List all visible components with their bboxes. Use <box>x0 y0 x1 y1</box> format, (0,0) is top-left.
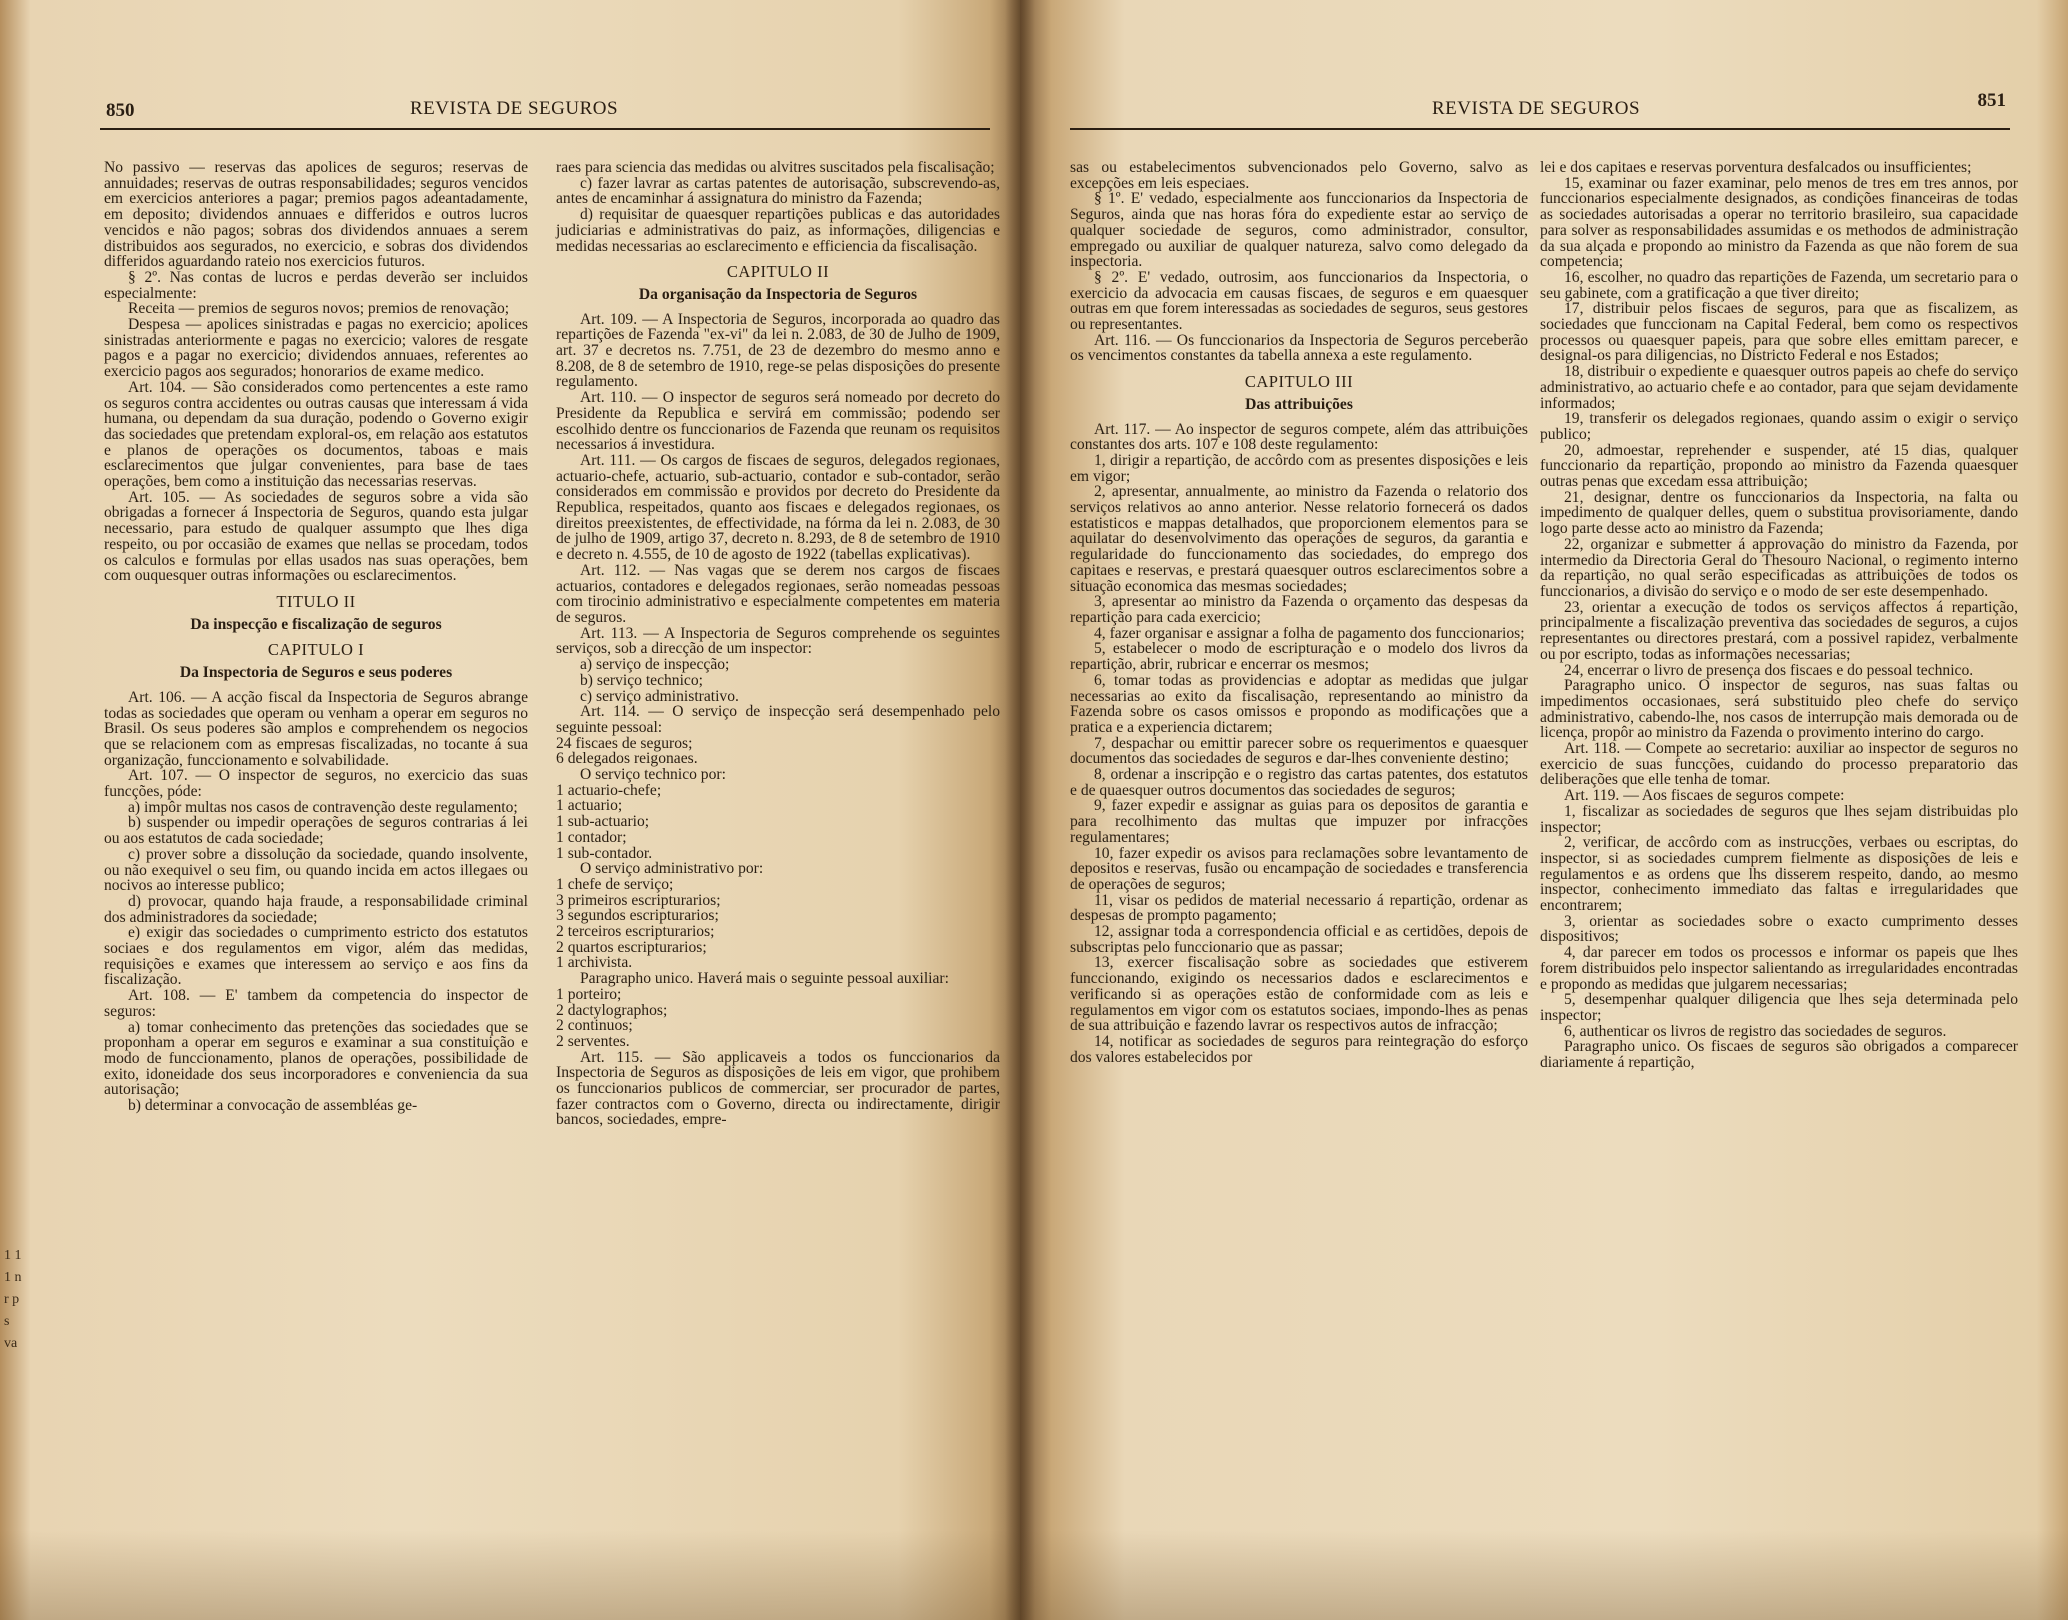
list-item: 1, fiscalizar as sociedades de seguros que lhes sejam distribuidas plo inspector; <box>1540 802 2018 836</box>
chapter-subheading: Da Inspectoria de Seguros e seus poderes <box>179 664 453 682</box>
paragraph: Paragrapho unico. O inspector de seguros, nas suas faltas ou impedimentos occasionaes, será substituido pleo chefe do serviço administrativo, cabendo-lhe, nos casos de interrupção mais demorada ou de licença, propôr ao ministro da Fazenda o provimento interino do cargo. <box>1540 677 2018 742</box>
paragraph: Art. 117. — Ao inspector de seguros compete, além das attribuições constantes dos arts. 107 e 108 deste regulamento: <box>1070 420 1528 454</box>
paragraph: Art. 105. — As sociedades de seguros sobre a vida são obrigadas a fornecer á Inspectoria de Seguros, quando esta julgar necessario, para estudo de qualquer assumpto que lhes diga respeito, ou por occasião de exames que nellas se procedam, todos os calculos e formulas por ellas usados nas suas operações, bem com ouquesquer outras informações ou esclarecimentos. <box>104 488 528 585</box>
list-item: 2, verificar, de accôrdo com as instrucções, verbaes ou escriptas, do inspector, si as sociedades cumprem fielmente as disposições de leis e regulamentos e as ordens que lhs disserem respeito, dando, ao mesmo inspector, conhecimento immediato das faltas e irregularidades que encontrarem; <box>1540 834 2018 915</box>
chapter-subheading: Da organisação da Inspectoria de Seguros <box>638 285 918 303</box>
paragraph: c) prover sobre a dissolução da sociedade, quando insolvente, ou não exequivel o seu fim, ou quando incida em actos illegaes ou nocivos ao interesse publico; <box>104 845 528 895</box>
paragraph: Paragrapho unico. Haverá mais o seguinte pessoal auxiliar: <box>580 970 949 988</box>
paragraph: c) fazer lavrar as cartas patentes de autorisação, subscrevendo-as, antes de encaminhar á assignatura do ministro da Fazenda; <box>556 174 1000 208</box>
paragraph: Paragrapho unico. Os fiscaes de seguros são obrigados a comparecer diariamente á repartição, <box>1540 1038 2018 1072</box>
right-page-column-1 <box>1070 160 1528 1065</box>
list-item: 18, distribuir o expediente e quaesquer outros papeis ao chefe do serviço administrativo, ao actuario chefe e ao contador, para que sejam devidamente informados; <box>1540 363 2018 412</box>
chapter-subheading: Das attribuições <box>1245 395 1353 413</box>
list-item: 2 continuos; <box>556 1017 633 1035</box>
paragraph: § 1º. E' vedado, especialmente aos funccionarios da Inspectoria de Seguros, ainda que nas horas fóra do expediente estar ao serviço de qualquer sociedade de seguros, como administrador, consultor, empregado ou auxiliar de qualquer natureza, salvo como delegado da inspectoria. <box>1070 190 1528 271</box>
list-item: 6, authenticar os livros de registro das sociedades de seguros. <box>1564 1022 1947 1040</box>
paragraph: raes para sciencia das medidas ou alvitres suscitados pela fiscalisação; <box>556 159 995 176</box>
section-heading: TITULO II <box>276 591 356 611</box>
list-item: 7, despachar ou emittir parecer sobre os requerimentos e quaesquer documentos das sociedades de seguros e dar-lhes conveniente destino; <box>1070 734 1528 768</box>
paragraph: e) exigir das sociedades o cumprimento estricto dos estatutos sociaes e dos regulamentos em vigor, além das medidas, requisições e exames que interessem ao serviço e aos fins da fiscalização. <box>104 924 528 989</box>
right-page <box>1020 0 2068 1620</box>
paragraph: No passivo — reservas das apolices de seguros; reservas de annuidades; reservas de outras responsabilidades; seguros vencidos em exercicios anteriores a pagar; premios pagos adeantadamente, em deposito; dividendos annuaes e differidos e outros lucros vencidos e não pagos; sobras dos dividendos annuaes a serem distribuidos aos segurados, no exercicio, e sobras dos dividendos differidos aguardando rateio nos exercicios futuros. <box>104 159 528 271</box>
paragraph: Art. 116. — Os funccionarios da Inspectoria de Seguros perceberão os vencimentos constantes da tabella annexa a este regulamento. <box>1070 331 1528 365</box>
list-item: 21, designar, dentre os funccionarios da Inspectoria, na falta ou impedimento de qualquer delles, quem o substitua provisoriamente, dando logo parte desse acto ao ministro da Fazenda; <box>1540 488 2018 538</box>
page-number: 850 <box>106 100 135 121</box>
list-item: 1 sub-actuario; <box>556 813 650 831</box>
list-item: 13, exercer fiscalisação sobre as sociedades que estiverem funccionando, exigindo os necessarios dados e esclarecimentos e verificando si as operações estão de conformidade com as leis e regulamentos em vigor com os estatutos sociaes, impondo-lhes as penas de sua attribuição e fazendo lavrar os respectivos autos de infracção; <box>1070 954 1528 1035</box>
margin-scraps: 1 1 1 n r p s va <box>4 1248 22 1351</box>
paragraph: Art. 114. — O serviço de inspecção será desempenhado pelo seguinte pessoal: <box>556 703 1000 736</box>
list-item: 20, admoestar, reprehender e suspender, até 15 dias, qualquer funccionario da repartição, propondo ao ministro da Fazenda quaesquer outras penas que excedam essa attribuição; <box>1540 441 2018 491</box>
paragraph: Art. 111. — Os cargos de fiscaes de seguros, delegados regionaes, actuario-chefe, actuario, sub-actuario, contador e sub-contador, serão considerados em commissão e providos por decreto do Presidente da Republica, respeitados, quanto aos fiscaes e delegados regionaes, os direitos preexistentes, de effectividade, na fórma da lei n. 2.083, de 30 de julho de 1909, artigo 37, decreto n. 8.293, de 8 de setembro de 1910 e decreto n. 4.555, de 10 de agosto de 1922 (tabellas explicativas). <box>556 451 1000 564</box>
list-item: 2 serventes. <box>556 1032 630 1050</box>
section-subheading: Da inspecção e fiscalização de seguros <box>190 615 442 633</box>
list-item: 8, ordenar a inscripção e o registro das cartas patentes, dos estatutos e de quaesquer outros documentos das sociedades de seguros; <box>1070 766 1528 799</box>
list-item: 2 dactylographos; <box>556 1001 668 1019</box>
right-page-header <box>1070 90 2010 130</box>
paragraph: b) determinar a convocação de assembléas ge- <box>128 1097 418 1115</box>
list-item: 24, encerrar o livro de presença dos fiscaes e do pessoal technico. <box>1564 661 1974 679</box>
paragraph: § 2º. E' vedado, outrosim, aos funccionarios da Inspectoria, o exercicio da advocacia em causas fiscaes, de seguros e em quaesquer outras em que forem interessadas as sociedades de seguros, seus gestores ou representantes. <box>1070 268 1528 334</box>
list-item: 1 chefe de serviço; <box>556 875 674 893</box>
list-item: 24 fiscaes de seguros; <box>556 734 693 752</box>
paragraph: Receita — premios de seguros novos; premios de renovação; <box>128 300 510 318</box>
list-item: 2 terceiros escripturarios; <box>556 923 715 941</box>
list-item: 1 archivista. <box>556 954 633 972</box>
list-item: 1 sub-contador. <box>556 844 653 862</box>
list-item: 1 contador; <box>556 828 627 846</box>
page-shadow <box>1020 1530 2068 1620</box>
list-item: 1 porteiro; <box>556 985 622 1003</box>
paragraph: b) suspender ou impedir operações de seguros contrarias á lei ou aos estatutos de cada sociedade; <box>104 814 528 848</box>
list-item: 23, orientar a execução de todos os serviços affectos á repartição, principalmente a fiscalização preventiva das sociedades de seguros, a cujos representantes ou directores prestará, com a possivel rapidez, verbalmente ou por escripto, todas as informações necessarias; <box>1540 598 2018 663</box>
paragraph: d) requisitar de quaesquer repartições publicas e das autoridades judiciarias e administrativas do paiz, as informações, diligencias e medidas necessarias ao esclarecimento e efficiencia da fiscalisação. <box>556 206 1000 255</box>
paragraph: Art. 119. — Aos fiscaes de seguros compete: <box>1564 787 1845 805</box>
list-item: 15, examinar ou fazer examinar, pelo menos de tres em tres annos, por funccionarios especialmente designados, as condições financeiras de todas as sociedades autorisadas a operar no territorio brasileiro, sua capacidade para solver as responsabilidades assumidas e os methodos de administração da sua alçada e propondo ao ministro da Fazenda as que não forem de sua competencia; <box>1540 174 2018 271</box>
list-item: 9, fazer expedir e assignar as guias para os depositos de garantia e para recolhimento das multas que impuzer por infracções regulamentares; <box>1070 797 1528 846</box>
paragraph: Art. 118. — Compete ao secretario: auxiliar ao inspector de seguros no exercicio de suas funcções, cuidando do processo preparatorio das deliberações que elle tenha de tomar. <box>1540 740 2018 789</box>
list-item: 2, apresentar, annualmente, ao ministro da Fazenda o relatorio dos serviços relativos ao anno anterior. Nesse relatorio fornecerá os dados estatisticos e mappas detalhados, que proporcionem elementos para se aquilatar do desenvolvimento das operações de seguros, da garantia e regularidade do funccionamento das sociedades, do emprego dos capitaes e reservas, e prestará quaesquer outros esclarecimentos sobre a situação economica das mesmas sociedades; <box>1070 483 1528 595</box>
left-page-column-1 <box>104 160 528 1114</box>
paragraph: a) tomar conhecimento das pretenções das sociedades que se proponham a operar em seguros e examinar a sua constituição e modo de funccionamento, planos de operações, possibilidade de exito, idoneidade dos seus incorporadores e conveniencia da sua autorisação; <box>104 1018 528 1099</box>
list-item: 3 primeiros escripturarios; <box>556 891 721 909</box>
chapter-heading: CAPITULO II <box>726 262 830 282</box>
list-item: 17, distribuir pelos fiscaes de seguros, para que as fiscalizem, as sociedades que funccionam na Capital Federal, bem como os respectivos processos ou quaesquer papeis, para que sobre elles emittam parecer, e designal-os para diligencias, no Districto Federal e nos Estados; <box>1540 300 2018 365</box>
paragraph: Art. 108. — E' tambem da competencia do inspector de seguros: <box>104 987 528 1020</box>
list-item: 12, assignar toda a correspondencia official e as certidões, depois de subscriptas pelo funccionario que as passar; <box>1070 923 1528 956</box>
paragraph: Art. 112. — Nas vagas que se derem nos cargos de fiscaes actuarios, contadores e delegados regionaes, serão nomeadas pessoas com tirocinio administrativo e especialmente competentes em materia de seguros. <box>556 561 1000 626</box>
paragraph: d) provocar, quando haja fraude, a responsabilidade criminal dos administradores da sociedade; <box>104 892 528 926</box>
left-page-header <box>100 94 990 130</box>
paragraph: Art. 104. — São considerados como pertencentes a este ramo os seguros contra accidentes ou outras causas que interessam á vida humana, ou dependam da sua duração, podendo o Governo exigir das sociedades que pretendam exploral-os, em relação aos estatutos e planos de operações os documentos, taboas e mais esclarecimentos que julgar convenientes, para base de taes operações, bem como a instituição das necessarias reservas. <box>104 378 528 491</box>
paragraph: Art. 110. — O inspector de seguros será nomeado por decreto do Presidente da Republica e servirá em commissão; podendo ser escolhido dentre os funccionarios de Fazenda que reunam os requisitos necessarios á investidura. <box>556 389 1000 454</box>
list-item: 11, visar os pedidos de material necessario á repartição, ordenar as despesas de prompto pagamento; <box>1070 891 1528 925</box>
list-item: 1, dirigir a repartição, de accôrdo com as presentes disposições e leis em vigor; <box>1070 451 1528 485</box>
paragraph: Art. 109. — A Inspectoria de Seguros, incorporada ao quadro das repartições de Fazenda "ex-vi" da lei n. 2.083, de 30 de Julho de 1909, art. 37 e decretos ns. 7.751, de 23 de dezembro do mesmo anno e 8.208, de 8 de setembro de 1910, rege-se pelas disposições do presente regulamento. <box>556 310 1000 391</box>
list-item: 3 segundos escripturarios; <box>556 907 719 925</box>
list-item: 16, escolher, no quadro das repartições de Fazenda, um secretario para o seu gabinete, com a gratificação a que tiver direito; <box>1540 268 2018 302</box>
paragraph: Despesa — apolices sinistradas e pagas no exercicio; apolices sinistradas anteriormente e pagas no exercicio; valores de resgate pagos e a pagar no exercicio; dividendos annuaes, referentes ao exercicio pagos aos segurados; honorarios de exame medico. <box>104 316 528 381</box>
list-item: 1 actuario-chefe; <box>556 781 662 799</box>
list-item: 2 quartos escripturarios; <box>556 938 707 956</box>
list-item: 19, transferir os delegados regionaes, quando assim o exigir o serviço publico; <box>1540 410 2018 443</box>
page-shadow <box>0 1530 1020 1620</box>
list-item: 4, dar parecer em todos os processos e informar os papeis que lhes forem distribuidos pelo inspector salientando as irregularidades encontradas e propondo as medidas que julgarem necessarias; <box>1540 944 2018 993</box>
list-item: 6 delegados reigonaes. <box>556 750 698 768</box>
book-gutter <box>1005 0 1035 1620</box>
running-title: REVISTA DE SEGUROS <box>410 98 619 119</box>
paragraph: Art. 106. — A acção fiscal da Inspectoria de Seguros abrange todas as sociedades que operam ou venham a operar em seguros no Brasil. Os seus poderes são amplos e comprehendem os negocios que se relacionem com as empresas fiscalizadas, no tocante á sua organização, funccionamento e solvabilidade. <box>104 688 528 769</box>
list-item: 14, notificar as sociedades de seguros para reintegração do esforço dos valores estabelecidos por <box>1070 1032 1528 1066</box>
list-item: 5, estabelecer o modo de escripturação e o modelo dos livros da repartição, abrir, rubricar e encerrar os mesmos; <box>1070 640 1528 674</box>
chapter-heading: CAPITULO III <box>1244 372 1354 392</box>
list-item: 4, fazer organisar e assignar a folha de pagamento dos funccionarios; <box>1094 624 1525 642</box>
paragraph: sas ou estabelecimentos subvencionados pelo Governo, salvo as excepções em leis especiaes. <box>1070 159 1528 192</box>
paragraph: Art. 115. — São applicaveis a todos os funccionarios da Inspectoria de Seguros as disposições de leis em vigor, que prohibem os funccionarios publicos de commerciar, ser procurador de partes, fazer contractos com o Governo, directa ou indirectamente, dirigir bancos, sociedades, empre- <box>556 1048 1000 1129</box>
paragraph: lei e dos capitaes e reservas porventura desfalcados ou insufficientes; <box>1540 159 1972 176</box>
list-item: 1 actuario; <box>556 797 623 815</box>
paragraph: a) impôr multas nos casos de contravenção deste regulamento; <box>128 798 518 816</box>
paragraph: Art. 113. — A Inspectoria de Seguros comprehende os seguintes serviços, sob a direcção de um inspector: <box>556 624 1000 658</box>
list-item: a) serviço de inspecção; <box>580 656 730 674</box>
running-title: REVISTA DE SEGUROS <box>1432 98 1641 119</box>
list-item: c) serviço administrativo. <box>580 687 739 705</box>
page-number: 851 <box>1977 90 2006 111</box>
left-page <box>0 0 1020 1620</box>
list-item: 6, tomar todas as providencias e adoptar as medidas que julgar necessarias ao exito da fiscalisação, representando ao ministro da Fazenda sobre os casos omissos e propondo as modificações que a pratica e a experiencia dictarem; <box>1070 671 1528 736</box>
list-item: 3, orientar as sociedades sobre o exacto cumprimento desses dispositivos; <box>1540 912 2018 946</box>
right-page-column-2 <box>1540 160 2018 1071</box>
left-page-column-2 <box>556 160 1000 1128</box>
list-item: 5, desempenhar qualquer diligencia que lhes seja determinada pelo inspector; <box>1540 991 2018 1024</box>
list-item: 3, apresentar ao ministro da Fazenda o orçamento das despesas da repartição para cada exercicio; <box>1070 593 1528 626</box>
paragraph: Art. 107. — O inspector de seguros, no exercicio das suas funcções, póde: <box>104 767 528 801</box>
list-item: b) serviço technico; <box>580 671 703 689</box>
chapter-heading: CAPITULO I <box>267 640 365 660</box>
paragraph: O serviço administrativo por: <box>580 860 764 878</box>
list-item: 10, fazer expedir os avisos para reclamações sobre levantamento de depositos e reservas, fusão ou encampação de sociedades e transferencia de operações de seguros; <box>1070 844 1528 893</box>
paragraph: § 2º. Nas contas de lucros e perdas deverão ser incluidos especialmente: <box>104 268 528 302</box>
paragraph: O serviço technico por: <box>580 766 726 784</box>
list-item: 22, organizar e submetter á approvação do ministro da Fazenda, por intermedio da Directoria Geral do Thesouro Nacional, o regimento interno da repartição, no qual serão especificadas as attribuições de todos os funccionarios, a divisão do serviço e o modo de ser este desempenhado. <box>1540 535 2018 600</box>
